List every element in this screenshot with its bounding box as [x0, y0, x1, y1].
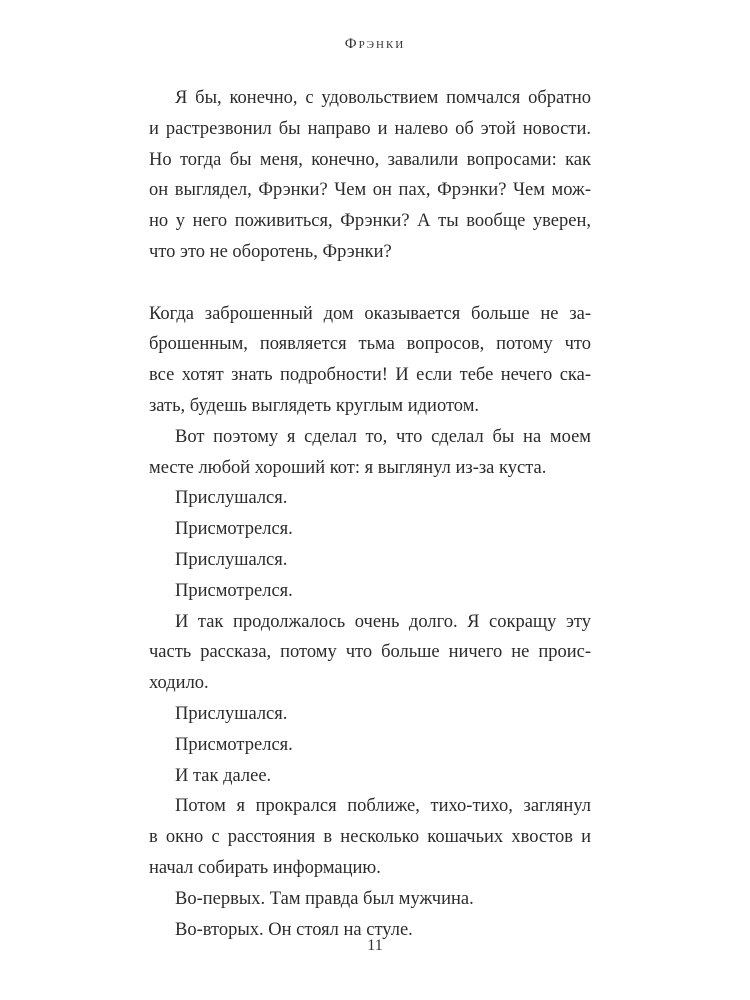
text-line: Присмотрелся. — [175, 734, 293, 755]
text-line: Во-вторых. Он стоял на стуле. — [175, 919, 413, 940]
text-line: брошенным, появляется тьма вопросов, потому что — [149, 334, 591, 355]
body-text — [149, 83, 591, 945]
text-line: И так продолжалось очень долго. Я сокращу эту — [175, 611, 591, 632]
page-number: 11 — [367, 937, 383, 954]
text-line: Во-первых. Там правда был мужчина. — [175, 888, 474, 909]
text-line: Присмотрелся. — [175, 580, 293, 601]
text-line: Прислушался. — [175, 549, 288, 570]
text-line: начал собирать информацию. — [149, 857, 381, 878]
text-line: часть рассказа, потому что больше ничего не проис- — [149, 642, 591, 663]
text-line: и растрезвонил бы направо и налево об этой новости. — [149, 118, 591, 139]
text-line: Присмотрелся. — [175, 519, 293, 540]
text-line: Вот поэтому я сделал то, что сделал бы на моем — [175, 426, 591, 447]
running-header: Фрэнки — [344, 36, 406, 52]
text-line: но у него поживиться, Фрэнки? А ты вообще уверен, — [149, 211, 591, 232]
text-line: зать, будешь выглядеть круглым идиотом. — [149, 395, 480, 416]
text-line: все хотят знать подробности! И если тебе нечего ска- — [149, 365, 591, 386]
text-line: И так далее. — [175, 765, 272, 786]
text-line: Прислушался. — [175, 703, 288, 724]
text-line: в окно с расстояния в несколько кошачьих хвостов и — [149, 827, 591, 848]
text-line: месте любой хороший кот: я выглянул из-за куста. — [149, 457, 547, 478]
text-line: Прислушался. — [175, 488, 288, 509]
text-line: Я бы, конечно, с удовольствием помчался обратно — [175, 88, 591, 108]
text-line: ходило. — [149, 673, 209, 694]
text-line: он выглядел, Фрэнки? Чем он пах, Фрэнки? Чем мож- — [149, 180, 591, 201]
text-line: что это не оборотень, Фрэнки? — [149, 241, 392, 262]
text-line: Когда заброшенный дом оказывается больше не за- — [149, 303, 591, 324]
section-break — [149, 268, 591, 299]
text-line: Потом я прокрался поближе, тихо-тихо, заглянул — [175, 796, 591, 817]
text-line: Но тогда бы меня, конечно, завалили вопросами: как — [149, 149, 591, 170]
